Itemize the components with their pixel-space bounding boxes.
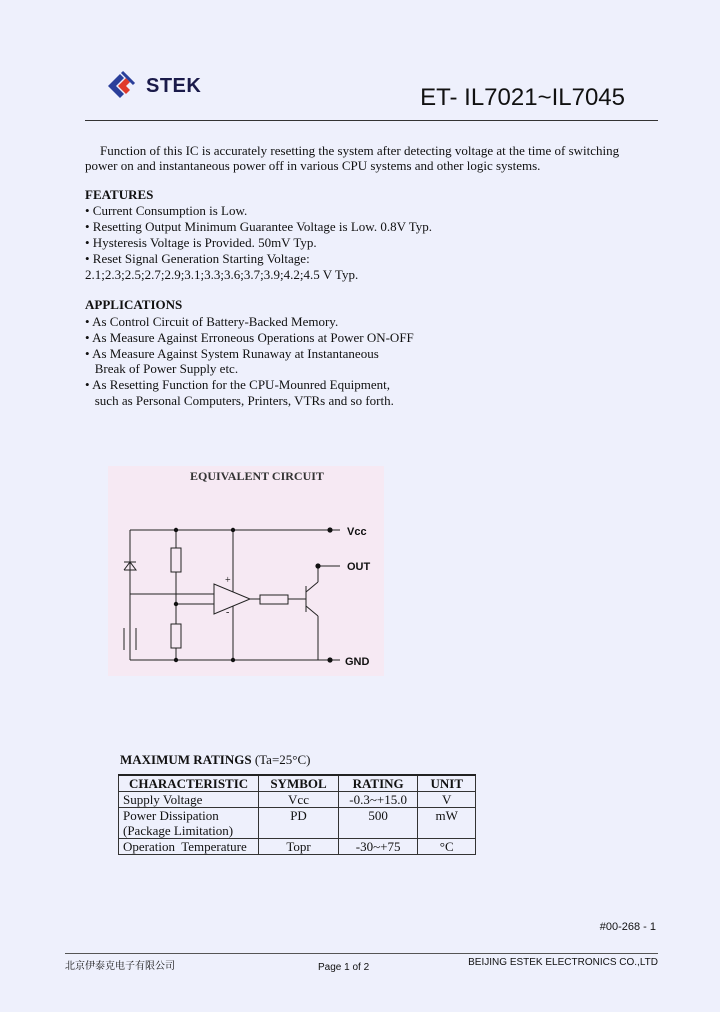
cell-unit: V xyxy=(418,792,476,808)
plus-sign: + xyxy=(225,575,231,586)
features-heading: FEATURES xyxy=(85,187,154,202)
gnd-label: GND xyxy=(345,656,370,668)
estek-logo-icon xyxy=(104,68,140,104)
table-row xyxy=(119,808,476,839)
vcc-label: Vcc xyxy=(347,526,367,538)
cell-rating: -0.3~+15.0 xyxy=(338,792,418,808)
cell-characteristic xyxy=(119,808,259,839)
table-row xyxy=(119,792,476,808)
application-line: • As Measure Against System Runaway at Instantaneous xyxy=(85,346,379,361)
application-line: • As Resetting Function for the CPU-Mounred Equipment, xyxy=(85,377,390,392)
ratings-title: MAXIMUM RATINGS xyxy=(120,752,252,767)
comparator xyxy=(214,584,250,614)
cell-unit: °C xyxy=(418,839,476,855)
header-rule xyxy=(85,120,658,121)
cell-symbol: Vcc xyxy=(259,792,339,808)
feature-item: • Resetting Output Minimum Guarantee Voltage is Low. 0.8V Typ. xyxy=(85,219,433,234)
applications-heading: APPLICATIONS xyxy=(85,297,183,312)
application-line: • As Control Circuit of Battery-Backed Memory. xyxy=(85,314,339,329)
company-name-cn: 北京伊泰克电子有限公司 xyxy=(65,961,175,972)
base-resistor xyxy=(260,595,288,604)
feature-voltages: 2.1;2.3;2.5;2.7;2.9;3.1;3.3;3.6;3.7;3.9;4.2;4.5 V Typ. xyxy=(85,267,359,282)
out-label: OUT xyxy=(347,561,371,573)
col-header: CHARACTERISTIC xyxy=(119,775,259,792)
intro-line-1: Function of this IC is accurately resetting the system after detecting voltage at the time of switching xyxy=(100,143,620,158)
application-line: such as Personal Computers, Printers, VTRs and so forth. xyxy=(85,393,394,408)
feature-item: • Reset Signal Generation Starting Voltage: xyxy=(85,251,310,266)
cell-rating: -30~+75 xyxy=(338,839,418,855)
document-title: ET- IL7021~IL7045 xyxy=(420,84,625,111)
cell-symbol: Topr xyxy=(259,839,339,855)
feature-item: • Hysteresis Voltage is Provided. 50mV Typ. xyxy=(85,235,317,250)
col-header: SYMBOL xyxy=(259,775,339,792)
ratings-condition: (Ta=25°C) xyxy=(254,752,311,767)
feature-item: • Current Consumption is Low. xyxy=(85,203,248,218)
company-name-en: BEIJING ESTEK ELECTRONICS CO.,LTD xyxy=(468,957,658,968)
minus-sign: - xyxy=(226,607,230,618)
circuit-title: EQUIVALENT CIRCUIT xyxy=(190,469,324,483)
cell-symbol: PD xyxy=(259,808,339,839)
table-header-row xyxy=(119,775,476,792)
footer-rule xyxy=(65,953,658,954)
cell-line: (Package Limitation) xyxy=(123,823,234,838)
document-number: #00-268 - 1 xyxy=(599,921,656,933)
application-line: • As Measure Against Erroneous Operations at Power ON-OFF xyxy=(85,330,414,345)
col-header: UNIT xyxy=(418,775,476,792)
cell-line: Power Dissipation xyxy=(123,808,219,823)
cell-rating: 500 xyxy=(338,808,418,839)
cell-characteristic: Operation Temperature xyxy=(119,839,259,855)
ratings-heading xyxy=(120,752,310,768)
resistor-top xyxy=(171,548,181,572)
cell-unit: mW xyxy=(418,808,476,839)
logo-text: STEK xyxy=(146,74,202,97)
resistor-bottom xyxy=(171,624,181,648)
ratings-table xyxy=(118,774,476,855)
intro-line-2: power on and instantaneous power off in various CPU systems and other logic systems. xyxy=(85,158,541,173)
cell-characteristic: Supply Voltage xyxy=(119,792,259,808)
page-number: Page 1 of 2 xyxy=(318,962,370,973)
company-logo xyxy=(104,68,201,104)
col-header: RATING xyxy=(338,775,418,792)
table-row xyxy=(119,839,476,855)
application-line: Break of Power Supply etc. xyxy=(85,361,239,376)
